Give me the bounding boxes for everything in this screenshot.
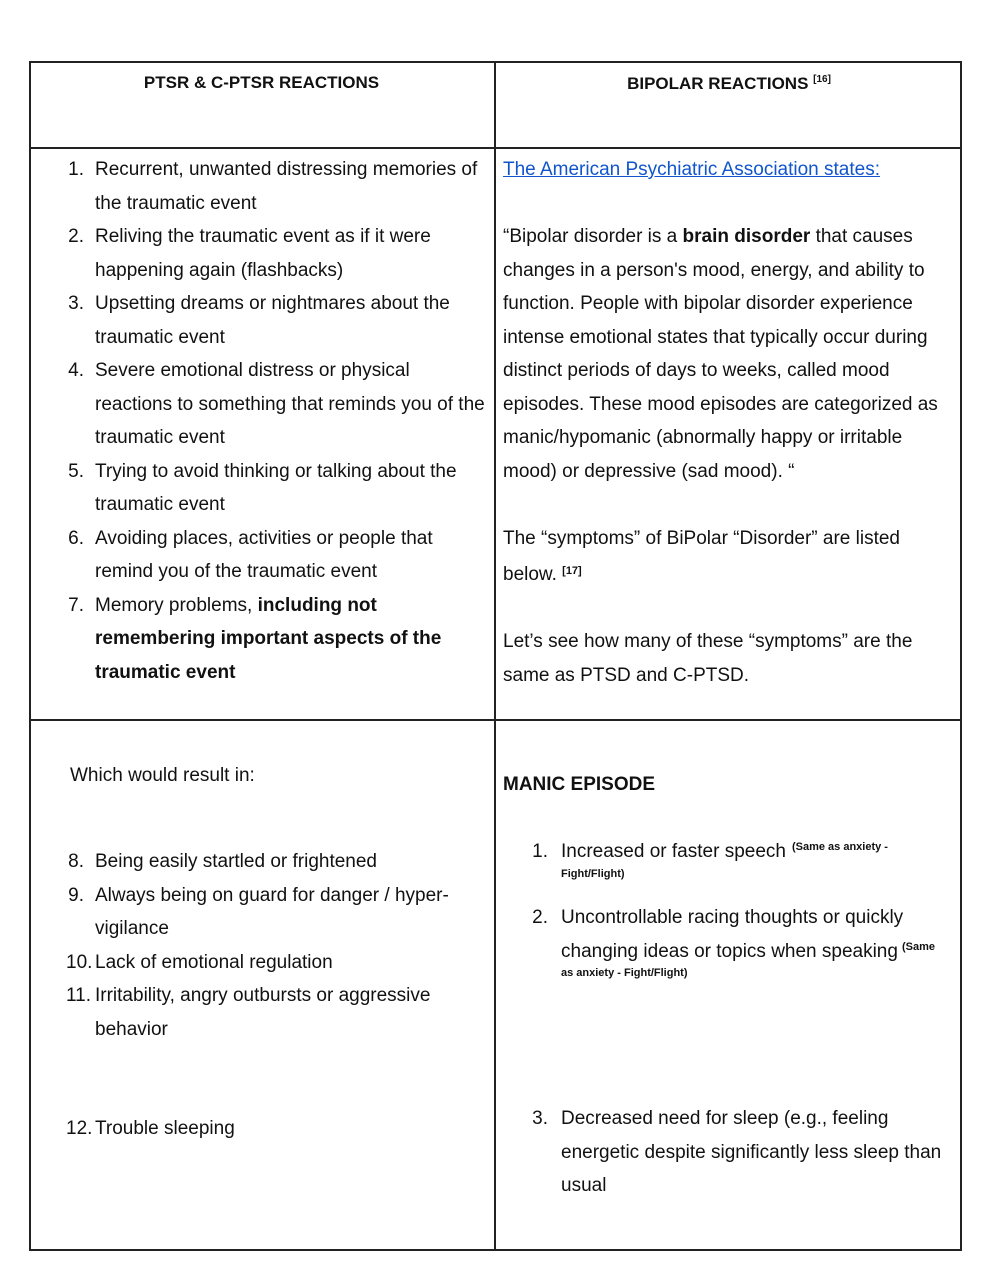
symptoms-intro: The “symptoms” of BiPolar “Disorder” are listed below. [17] — [503, 527, 900, 585]
apa-quote: “Bipolar disorder is a brain disorder that causes changes in a person's mood, energy, and ability to function. People with bipolar disorder experience intense emotional states that typically occur during distinct periods of days to weeks, called mood episodes. These mood episodes are categorized as manic/hypomanic (abnormally happy or irritable mood) or depressive (sad mood). “ — [503, 226, 938, 482]
left-column-header: PTSR & C-PTSR REACTIONS — [143, 73, 380, 92]
anxiety-note: (Same — [901, 940, 935, 953]
comparison-intro: Let’s see how many of these “symptoms” are the same as PTSD and C-PTSD. — [503, 631, 913, 686]
list-item: 2. Reliving the traumatic event as if it were happening again (flashbacks) — [68, 226, 431, 281]
reference-16: [16] — [813, 74, 831, 85]
list-item: 1. Recurrent, unwanted distressing memories of the traumatic event — [68, 159, 478, 214]
manic-item-1: 1. Increased or faster speech $^{(Same as anxiety -}$ Fight/Flight) — [532, 841, 888, 880]
resulting-reaction-list — [62, 845, 482, 1046]
list-item: 6. Avoiding places, activities or people that remind you of the traumatic event — [68, 527, 433, 582]
list-item: 4. Severe emotional distress or physical reactions to something that reminds you of the traumatic event — [68, 360, 485, 448]
list-item: 5. Trying to avoid thinking or talking about the traumatic event — [68, 460, 457, 515]
anxiety-note: (Same as anxiety - — [791, 841, 888, 853]
reference-17: [17] — [562, 565, 582, 577]
apa-source-link[interactable]: The American Psychiatric Association states: — [503, 159, 880, 180]
header-divider — [29, 147, 962, 149]
manic-item-2: 2. Uncontrollable racing thoughts or quickly changing ideas or topics when speaking $^{(Same}$ as anxiety - Fight/Flight) — [532, 907, 935, 979]
column-divider — [494, 61, 496, 1251]
sleep-reaction-list — [62, 1112, 482, 1146]
apa-quote-section — [503, 153, 955, 692]
manic-episode-heading: MANIC EPISODE — [503, 774, 656, 795]
right-column-header: BIPOLAR REACTIONS [16] — [627, 74, 831, 93]
list-item: 10. Lack of emotional regulation — [66, 951, 333, 973]
list-item: 9. Always being on guard for danger / hyper-vigilance — [68, 884, 449, 939]
list-item: 12. Trouble sleeping — [66, 1118, 235, 1139]
list-item: 11. Irritability, angry outbursts or aggressive behavior — [66, 985, 431, 1040]
list-item: 3. Upsetting dreams or nightmares about the traumatic event — [68, 293, 450, 348]
manic-item-3: 3. Decreased need for sleep (e.g., feeling energetic despite significantly less sleep than usual — [532, 1108, 942, 1196]
list-item: 8. Being easily startled or frightened — [68, 851, 377, 872]
row-divider — [29, 719, 962, 721]
ptsr-reaction-list — [62, 153, 490, 689]
list-item: 7. Memory problems, including not remembering important aspects of the traumatic event — [68, 594, 442, 683]
result-intro: Which would result in: — [70, 765, 255, 786]
